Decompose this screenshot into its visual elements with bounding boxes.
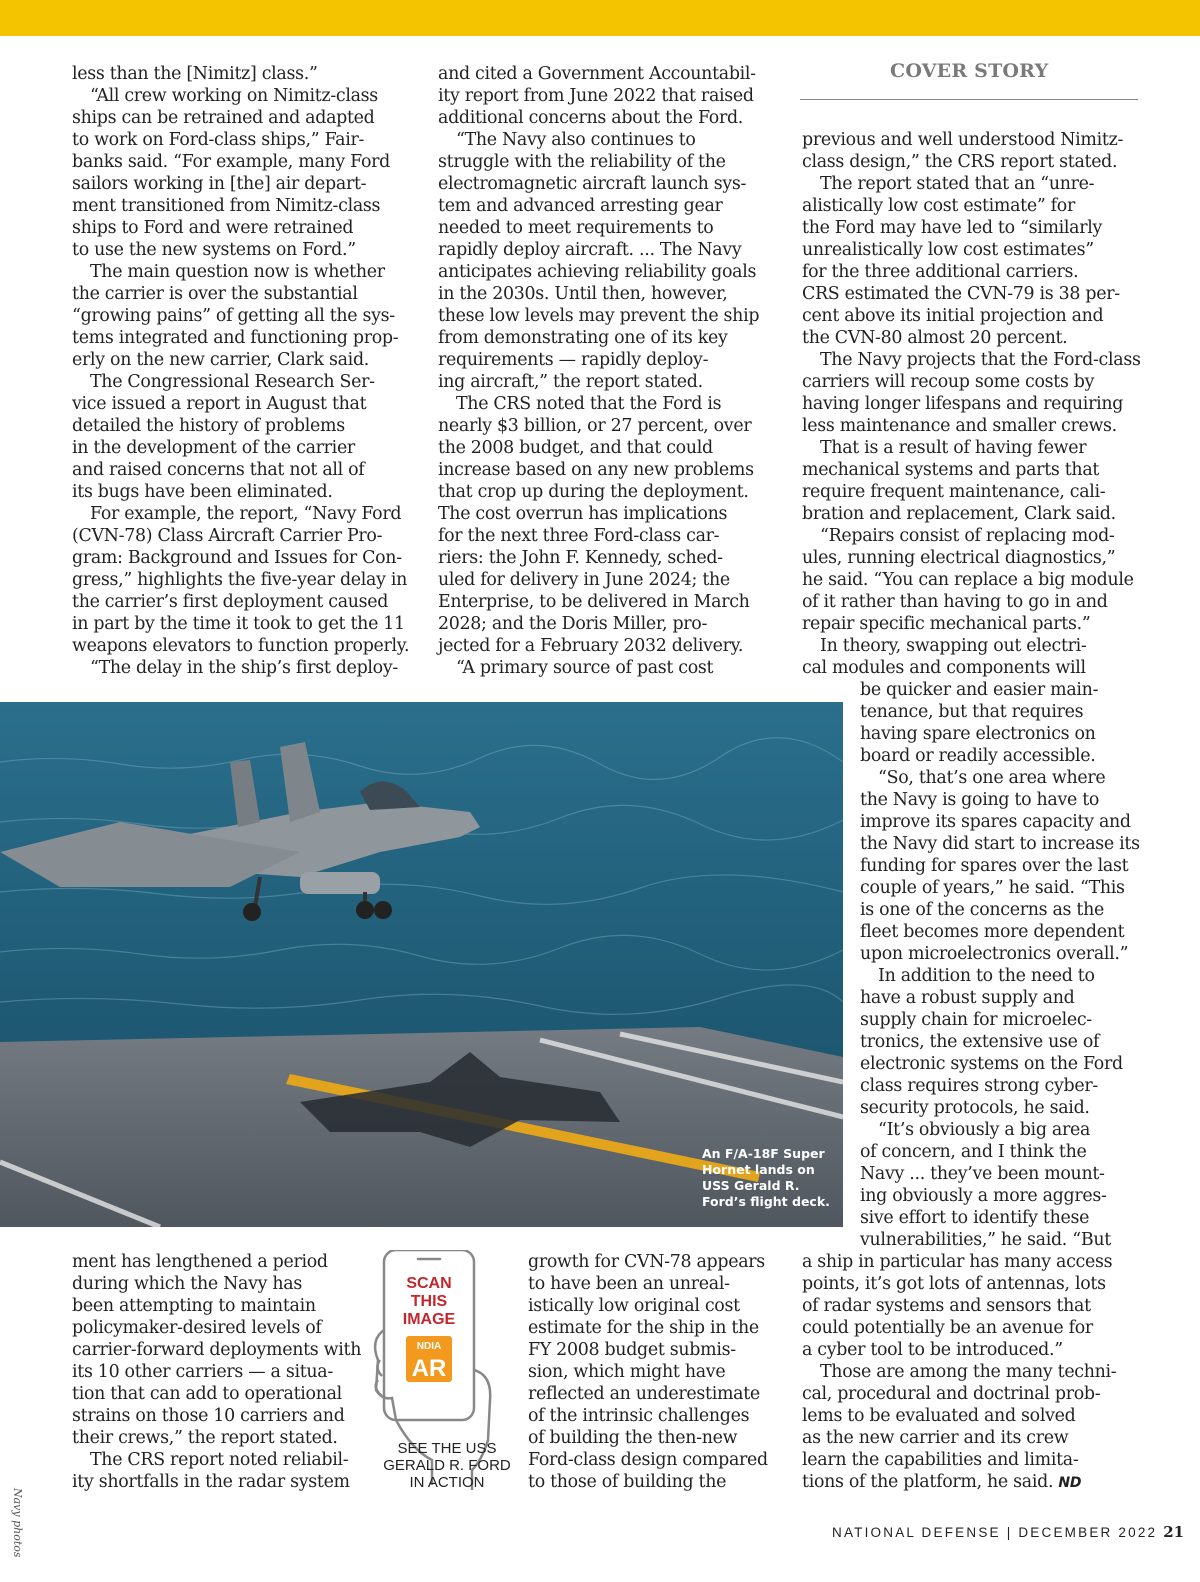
column-3-final-line — [802, 1471, 1081, 1494]
text-line: requirements — rapidly deploy- — [438, 350, 709, 370]
text-line: jected for a February 2032 delivery. — [438, 636, 744, 656]
scan-line-3: IMAGE — [402, 1311, 456, 1328]
text-line: in the development of the carrier — [72, 438, 355, 458]
text-line: could potentially be an avenue for — [802, 1318, 1093, 1338]
caption-line: An F/A-18F Super — [702, 1146, 825, 1161]
text-line: cal modules and components will — [802, 658, 1086, 678]
text-line: ity report from June 2022 that raised — [438, 86, 754, 106]
ar-caption-line: IN ACTION — [409, 1474, 485, 1491]
text-line: The Congressional Research Ser- — [90, 372, 375, 392]
text-line: of it rather than having to go in and — [802, 592, 1108, 612]
text-line: growth for CVN-78 appears — [528, 1252, 765, 1272]
ar-caption-line: SEE THE USS — [397, 1440, 497, 1457]
text-line: Ford-class design compared — [528, 1450, 768, 1470]
text-line: ment has lengthened a period — [72, 1252, 328, 1272]
text-line: CRS estimated the CVN-79 is 38 per- — [802, 284, 1120, 304]
column-2-bottom — [528, 1251, 768, 1493]
photo-credit: Navy photos — [11, 1488, 24, 1558]
text-line: ing aircraft,” the report stated. — [438, 372, 703, 392]
text-line: gram: Background and Issues for Con- — [72, 548, 402, 568]
text-line: riers: the John F. Kennedy, sched- — [438, 548, 723, 568]
text-line: less than the [Nimitz] class.” — [72, 64, 318, 84]
ar-promo-caption — [380, 1440, 514, 1491]
text-line: and raised concerns that not all of — [72, 460, 365, 480]
text-line: The CRS report noted reliabil- — [90, 1450, 349, 1470]
text-line: “The Navy also continues to — [456, 130, 696, 150]
footer-separator: | — [1006, 1525, 1013, 1540]
text-line: istically low original cost — [528, 1296, 740, 1316]
text-line: rapidly deploy aircraft. ... The Navy — [438, 240, 742, 260]
text-line: to work on Ford-class ships,” Fair- — [72, 130, 365, 150]
badge-top-text: NDIA — [416, 1341, 442, 1352]
text-line: vulnerabilities,” he said. “But — [860, 1230, 1111, 1250]
caption-line: USS Gerald R. — [702, 1178, 800, 1193]
text-line: fleet becomes more dependent — [860, 922, 1125, 942]
text-line: anticipates achieving reliability goals — [438, 262, 757, 282]
publication-name: NATIONAL DEFENSE — [832, 1525, 1001, 1540]
text-line: tenance, but that requires — [860, 702, 1084, 722]
text-line: the 2008 budget, and that could — [438, 438, 713, 458]
text-line: alistically low cost estimate” for — [802, 196, 1075, 216]
issue-date: DECEMBER 2022 — [1018, 1525, 1158, 1540]
text-line: “So, that’s one area where — [878, 768, 1106, 788]
text-line: electronic systems on the Ford — [860, 1054, 1123, 1074]
text-line: Enterprise, to be delivered in March — [438, 592, 750, 612]
text-line: “Repairs consist of replacing mod- — [820, 526, 1115, 546]
text-line: ules, running electrical diagnostics,” — [802, 548, 1116, 568]
text-line: lems to be evaluated and solved — [802, 1406, 1076, 1426]
text-line: points, it’s got lots of antennas, lots — [802, 1274, 1106, 1294]
text-line: of radar systems and sensors that — [802, 1296, 1091, 1316]
column-1-top — [72, 63, 409, 679]
text-line: he said. “You can replace a big module — [802, 570, 1134, 590]
text-line: ity shortfalls in the radar system — [72, 1472, 350, 1492]
text-line: a ship in particular has many access — [802, 1252, 1113, 1272]
column-1-bottom — [72, 1251, 361, 1493]
text-line: That is a result of having fewer — [820, 438, 1087, 458]
text-line: its bugs have been eliminated. — [72, 482, 333, 502]
text-line: tion that can add to operational — [72, 1384, 342, 1404]
text-line: nearly $3 billion, or 27 percent, over — [438, 416, 752, 436]
text-line: tems integrated and functioning prop- — [72, 328, 399, 348]
scan-line-1: SCAN — [406, 1275, 452, 1292]
text-line: The Navy projects that the Ford-class — [820, 350, 1141, 370]
text-line: to have been an unreal- — [528, 1274, 730, 1294]
text-line: these low levels may prevent the ship — [438, 306, 760, 326]
text-line: strains on those 10 carriers and — [72, 1406, 345, 1426]
text-line: 2028; and the Doris Miller, pro- — [438, 614, 708, 634]
text-line: In theory, swapping out electri- — [820, 636, 1087, 656]
text-line: For example, the report, “Navy Ford — [90, 504, 402, 524]
text-line: of building the then-new — [528, 1428, 738, 1448]
text-line: ment transitioned from Nimitz-class — [72, 196, 381, 216]
text-line: board or readily accessible. — [860, 746, 1096, 766]
text-line: cal, procedural and doctrinal prob- — [802, 1384, 1101, 1404]
text-line: the carrier is over the substantial — [72, 284, 358, 304]
caption-line: Hornet lands on — [702, 1162, 815, 1177]
text-line: needed to meet requirements to — [438, 218, 714, 238]
text-line: having longer lifespans and requiring — [802, 394, 1124, 414]
column-2-top — [438, 63, 759, 679]
text-line: class requires strong cyber- — [860, 1076, 1098, 1096]
page-footer — [832, 1523, 1184, 1541]
text-line: for the three additional carriers. — [802, 262, 1079, 282]
text-line: sive effort to identify these — [860, 1208, 1090, 1228]
text-line: the Navy did start to increase its — [860, 834, 1140, 854]
text-line: The cost overrun has implications — [438, 504, 728, 524]
text-line: supply chain for microelec- — [860, 1010, 1092, 1030]
text-line: estimate for the ship in the — [528, 1318, 759, 1338]
text-line: cent above its initial projection and — [802, 306, 1104, 326]
text-line: that crop up during the deployment. — [438, 482, 749, 502]
text-line: repair specific mechanical parts.” — [802, 614, 1091, 634]
text-line: for the next three Ford-class car- — [438, 526, 720, 546]
scan-line-2: THIS — [410, 1293, 448, 1310]
text-line: “All crew working on Nimitz-class — [90, 86, 378, 106]
text-line: “The delay in the ship’s first deploy- — [90, 658, 398, 678]
text-line: “It’s obviously a big area — [878, 1120, 1091, 1140]
text-line: vice issued a report in August that — [72, 394, 367, 414]
text-line: struggle with the reliability of the — [438, 152, 726, 172]
text-line: detailed the history of problems — [72, 416, 345, 436]
text-line: to use the new systems on Ford.” — [72, 240, 356, 260]
text-line: electromagnetic aircraft launch sys- — [438, 174, 747, 194]
text-line: tem and advanced arresting gear — [438, 196, 723, 216]
text-line: couple of years,” he said. “This — [860, 878, 1125, 898]
column-3-top — [802, 129, 1141, 679]
text-line: less maintenance and smaller crews. — [802, 416, 1117, 436]
text-line: ships to Ford and were retrained — [72, 218, 354, 238]
text-line: erly on the new carrier, Clark said. — [72, 350, 370, 370]
column-3-bottom — [802, 1251, 1116, 1471]
text-line: the Navy is going to have to — [860, 790, 1100, 810]
section-rule — [800, 99, 1138, 100]
text-line: additional concerns about the Ford. — [438, 108, 744, 128]
column-3-narrow — [860, 679, 1140, 1251]
text-line: from demonstrating one of its key — [438, 328, 728, 348]
final-line-text: tions of the platform, he said. — [802, 1472, 1054, 1492]
text-line: unrealistically low cost estimates” — [802, 240, 1094, 260]
text-line: during which the Navy has — [72, 1274, 302, 1294]
photo-caption — [702, 1146, 830, 1210]
text-line: the carrier’s first deployment caused — [72, 592, 389, 612]
text-line: as the new carrier and its crew — [802, 1428, 1069, 1448]
text-line: require frequent maintenance, cali- — [802, 482, 1106, 502]
text-line: class design,” the CRS report stated. — [802, 152, 1118, 172]
text-line: carrier-forward deployments with — [72, 1340, 362, 1360]
text-line: having spare electronics on — [860, 724, 1096, 744]
text-line: a cyber tool to be introduced.” — [802, 1340, 1063, 1360]
text-line: banks said. “For example, many Ford — [72, 152, 390, 172]
text-line: in part by the time it took to get the 11 — [72, 614, 405, 634]
top-color-bar — [0, 0, 1200, 36]
text-line: Those are among the many techni- — [820, 1362, 1117, 1382]
page-number: 21 — [1163, 1523, 1185, 1541]
end-mark: ND — [1058, 1475, 1082, 1491]
text-line: “A primary source of past cost — [456, 658, 714, 678]
text-line: In addition to the need to — [878, 966, 1095, 986]
text-line: to those of building the — [528, 1472, 727, 1492]
text-line: policymaker-desired levels of — [72, 1318, 322, 1338]
text-line: “growing pains” of getting all the sys- — [72, 306, 395, 326]
text-line: ships can be retrained and adapted — [72, 108, 375, 128]
text-line: its 10 other carriers — a situa- — [72, 1362, 333, 1382]
text-line: funding for spares over the last — [860, 856, 1129, 876]
text-line: the CVN-80 almost 20 percent. — [802, 328, 1068, 348]
text-line: of concern, and I think the — [860, 1142, 1087, 1162]
text-line: reflected an underestimate — [528, 1384, 760, 1404]
text-line: been attempting to maintain — [72, 1296, 316, 1316]
ar-caption-line: GERALD R. FORD — [383, 1457, 511, 1474]
text-line: Navy ... they’ve been mount- — [860, 1164, 1105, 1184]
text-line: have a robust supply and — [860, 988, 1075, 1008]
text-line: their crews,” the report stated. — [72, 1428, 338, 1448]
text-line: weapons elevators to function properly. — [72, 636, 410, 656]
text-line: previous and well understood Nimitz- — [802, 130, 1124, 150]
text-line: FY 2008 budget submis- — [528, 1340, 736, 1360]
text-line: carriers will recoup some costs by — [802, 372, 1095, 392]
text-line: is one of the concerns as the — [860, 900, 1104, 920]
text-line: upon microelectronics overall.” — [860, 944, 1129, 964]
badge-bottom-text: AR — [411, 1355, 447, 1382]
text-line: (CVN-78) Class Aircraft Carrier Pro- — [72, 526, 383, 546]
text-line: security protocols, he said. — [860, 1098, 1090, 1118]
caption-line: Ford’s flight deck. — [702, 1194, 830, 1209]
text-line: tronics, the extensive use of — [860, 1032, 1100, 1052]
text-line: the Ford may have led to “similarly — [802, 218, 1103, 238]
text-line: sailors working in [the] air depart- — [72, 174, 367, 194]
text-line: of the intrinsic challenges — [528, 1406, 750, 1426]
text-line: and cited a Government Accountabil- — [438, 64, 756, 84]
text-line: be quicker and easier main- — [860, 680, 1099, 700]
text-line: sion, which might have — [528, 1362, 726, 1382]
text-line: increase based on any new problems — [438, 460, 754, 480]
text-line: The main question now is whether — [90, 262, 385, 282]
text-line: mechanical systems and parts that — [802, 460, 1100, 480]
text-line: The report stated that an “unre- — [820, 174, 1095, 194]
text-line: learn the capabilities and limita- — [802, 1450, 1079, 1470]
section-label: COVER STORY — [890, 60, 1049, 82]
text-line: bration and replacement, Clark said. — [802, 504, 1116, 524]
text-line: uled for delivery in June 2024; the — [438, 570, 730, 590]
text-line: in the 2030s. Until then, however, — [438, 284, 728, 304]
text-line: The CRS noted that the Ford is — [456, 394, 722, 414]
text-line: improve its spares capacity and — [860, 812, 1131, 832]
text-line: gress,” highlights the five-year delay in — [72, 570, 408, 590]
text-line: ing obviously a more aggres- — [860, 1186, 1107, 1206]
